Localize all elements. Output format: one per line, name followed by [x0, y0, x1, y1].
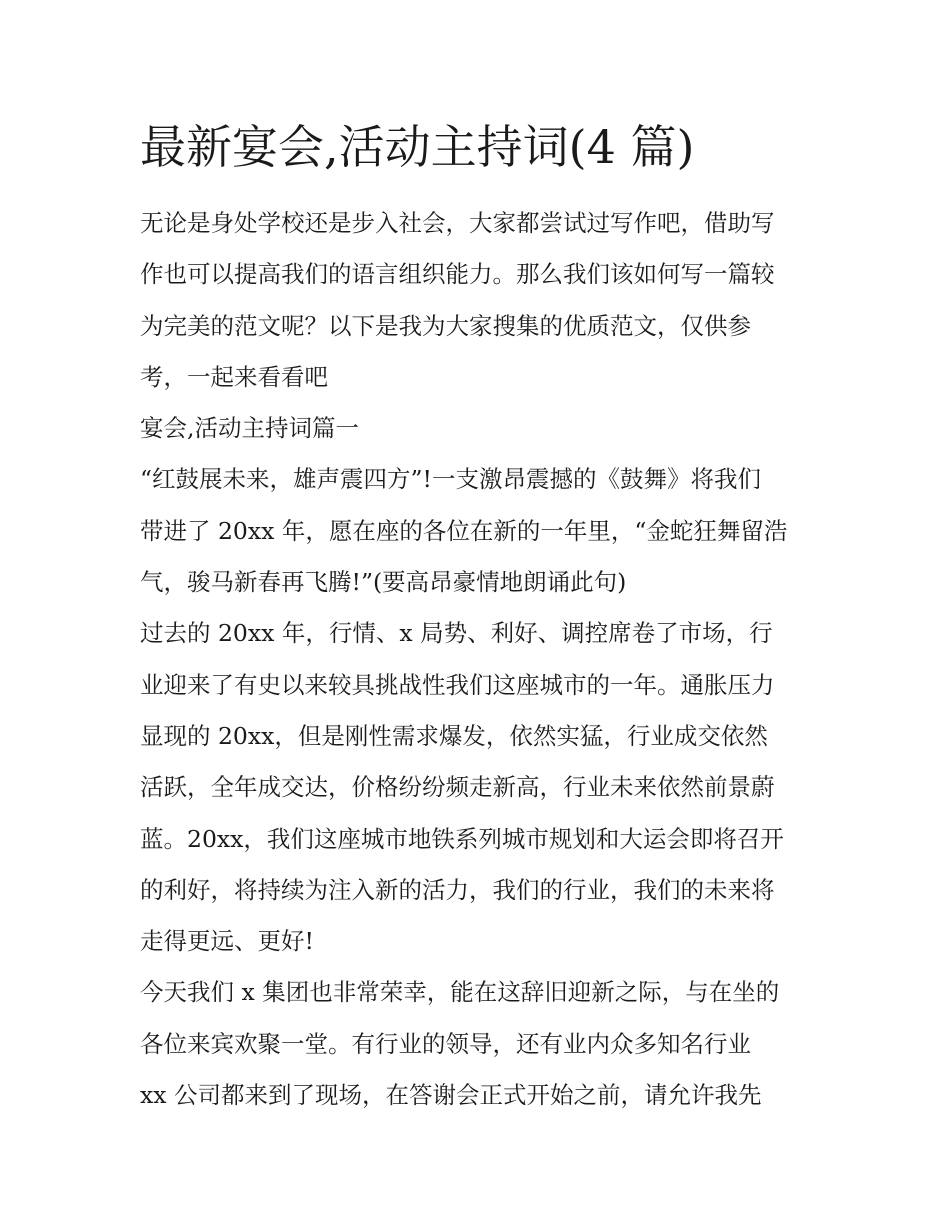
paragraph-line: 无论是身处学校还是步入社会，大家都尝试过写作吧，借助写 — [140, 209, 775, 237]
paragraph-line: 显现的 20xx，但是刚性需求爆发，依然实猛，行业成交依然 — [140, 721, 768, 750]
paragraph-line: 的利好，将持续为注入新的活力，我们的行业，我们的未来将 — [140, 875, 775, 904]
document-title: 最新宴会,活动主持词(4 篇) — [140, 120, 695, 174]
paragraph-line: 带进了 20xx 年，愿在座的各位在新的一年里，“金蛇狂舞留浩 — [140, 516, 788, 545]
paragraph-line: 业迎来了有史以来较具挑战性我们这座城市的一年。通胀压力 — [140, 670, 775, 699]
paragraph-line: 走得更远、更好! — [140, 927, 314, 956]
section-heading: 宴会,活动主持词篇一 — [140, 414, 359, 443]
paragraph-line: 气，骏马新春再飞腾!”(要高昂豪情地朗诵此句) — [140, 568, 627, 597]
paragraph-line: 蓝。20xx，我们这座城市地铁系列城市规划和大运会即将召开 — [140, 824, 784, 853]
paragraph-line: xx 公司都来到了现场，在答谢会正式开始之前，请允许我先 — [140, 1081, 762, 1110]
paragraph-line: 作也可以提高我们的语言组织能力。那么我们该如何写一篇较 — [140, 260, 775, 289]
paragraph-line: 活跃，全年成交达，价格纷纷频走新高，行业未来依然前景蔚 — [140, 773, 775, 802]
paragraph-line: 考，一起来看看吧 — [140, 362, 328, 391]
paragraph-line: 过去的 20xx 年，行情、x 局势、利好、调控席卷了市场，行 — [140, 619, 773, 648]
paragraph-line: “红鼓展未来，雄声震四方”!一支激昂震撼的《鼓舞》将我们 — [140, 465, 761, 494]
paragraph-line: 为完美的范文呢？以下是我为大家搜集的优质范文，仅供参 — [140, 311, 751, 340]
paragraph-line: 各位来宾欢聚一堂。有行业的领导，还有业内众多知名行业 — [140, 1029, 751, 1058]
document-body — [140, 198, 830, 1121]
paragraph-line: 今天我们 x 集团也非常荣幸，能在这辞旧迎新之际，与在坐的 — [140, 978, 780, 1007]
